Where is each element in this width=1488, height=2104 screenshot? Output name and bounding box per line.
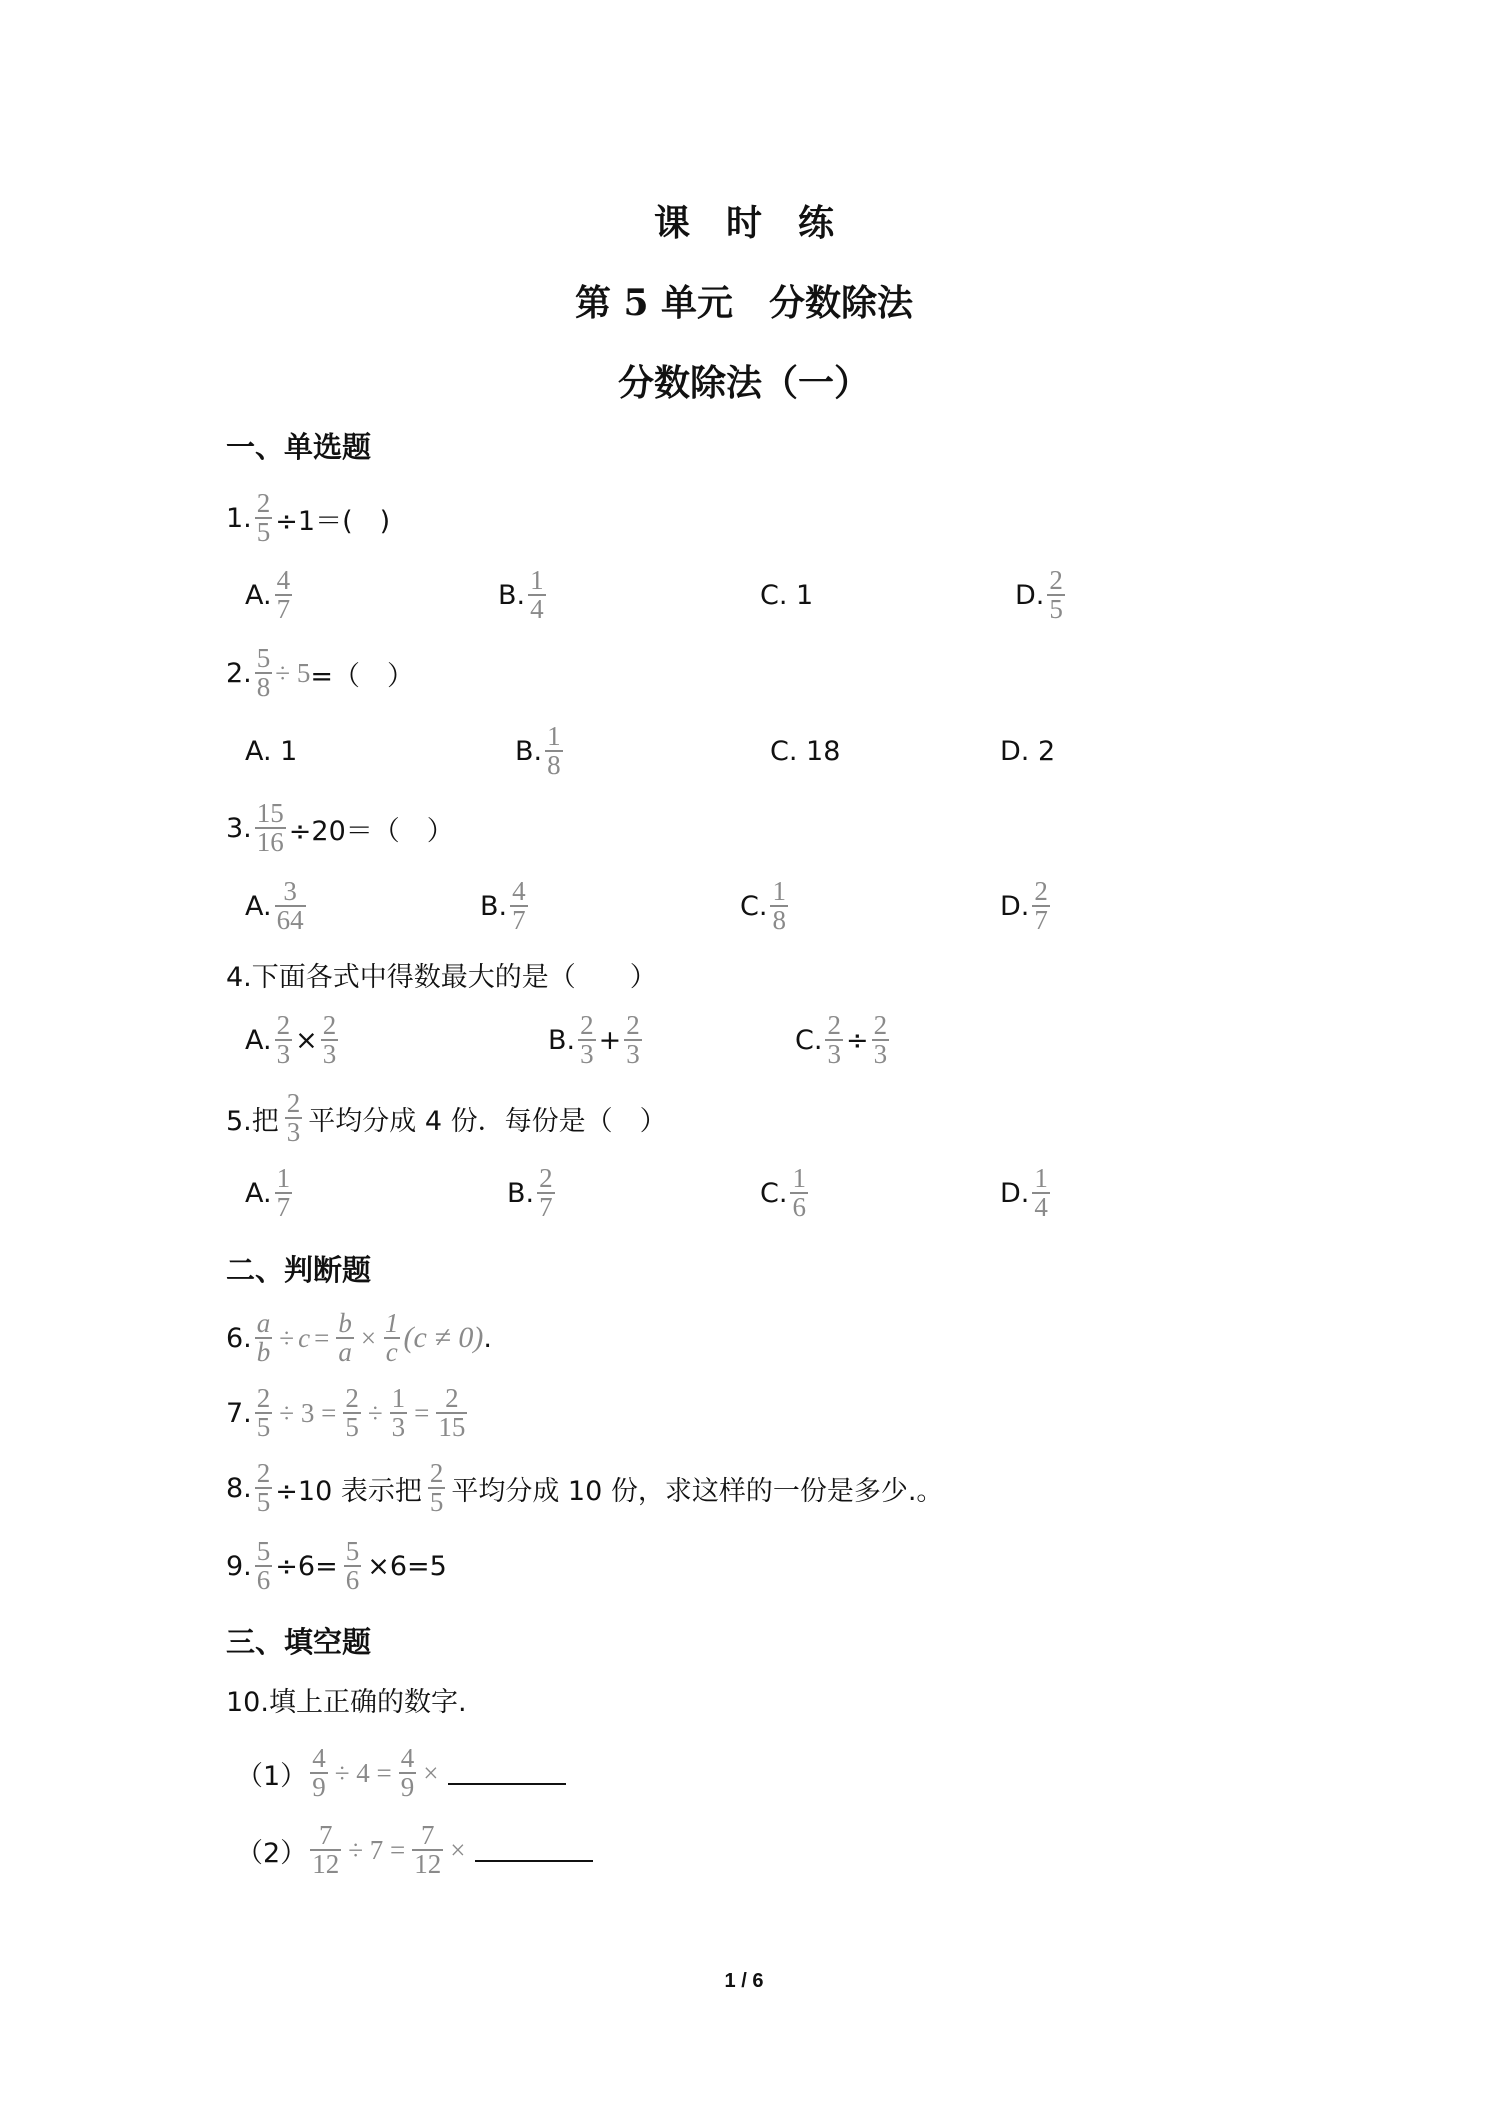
section-true-false: 二、判断题 — [226, 1253, 372, 1287]
unit-title: 第 5 单元 分数除法 — [574, 282, 914, 324]
q5-option-d[interactable]: D. $\frac{1}{4}$ — [1000, 1163, 1048, 1222]
q3-option-d[interactable]: D. $\frac{2}{7}$ — [1000, 876, 1048, 935]
q5-option-c[interactable]: C. $\frac{1}{6}$ — [760, 1163, 806, 1222]
q10-part-2: （2） $\frac{7}{12}$ ÷ 7 = $\frac{7}{12}$ × — [236, 1822, 593, 1878]
question-3: 3. $\frac{15}{16}$ ÷20＝（ ） — [226, 798, 454, 857]
question-text: ÷1＝( ) — [275, 505, 391, 537]
q10-part-1: （1） $\frac{4}{9}$ ÷ 4 = $\frac{4}{9}$ × — [236, 1745, 566, 1801]
q1-option-b[interactable]: B. $\frac{1}{4}$ — [498, 565, 544, 624]
q3-option-c[interactable]: C. $\frac{1}{8}$ — [740, 876, 786, 935]
q2-option-c[interactable]: C. 18 — [770, 736, 841, 767]
question-6: 6. $\frac{a}{b}$ ÷ c = $\frac{b}{a}$ × $\frac{1}{c}$ (c ≠ 0) . — [226, 1308, 492, 1367]
q1-option-c[interactable]: C. 1 — [760, 580, 814, 611]
worksheet-title: 课 时 练 — [653, 202, 834, 244]
answer-blank[interactable] — [448, 1761, 566, 1785]
question-9: 9. $\frac{5}{6}$ ÷6= $\frac{5}{6}$ ×6=5 — [226, 1536, 447, 1595]
q4-option-a[interactable]: A. $\frac{2}{3}$ × $\frac{2}{3}$ — [245, 1010, 337, 1069]
q3-option-a[interactable]: A. $\frac{3}{64}$ — [245, 876, 304, 935]
question-10: 10.填上正确的数字. — [226, 1687, 467, 1718]
q4-option-c[interactable]: C. $\frac{2}{3}$ ÷ $\frac{2}{3}$ — [795, 1010, 888, 1069]
lesson-title: 分数除法（一） — [617, 362, 870, 404]
q2-option-b[interactable]: B. $\frac{1}{8}$ — [515, 721, 561, 780]
q3-option-b[interactable]: B. $\frac{4}{7}$ — [480, 876, 526, 935]
q5-option-a[interactable]: A. $\frac{1}{7}$ — [245, 1163, 291, 1222]
question-2: 2. $\frac{5}{8}$ ÷ 5 =（ ） — [226, 643, 414, 702]
question-1 — [226, 490, 390, 546]
q2-option-a[interactable]: A. 1 — [245, 736, 298, 767]
q1-option-a[interactable]: A. $\frac{4}{7}$ — [245, 565, 291, 624]
section-fill-blank: 三、填空题 — [226, 1625, 372, 1659]
answer-blank[interactable] — [475, 1838, 593, 1862]
q4-option-b[interactable]: B. $\frac{2}{3}$ + $\frac{2}{3}$ — [548, 1010, 640, 1069]
question-5: 5.把 $\frac{2}{3}$ 平均分成 4 份．每份是（ ） — [226, 1088, 667, 1147]
fraction: $\frac{2}{5}$ — [256, 488, 271, 547]
q5-option-b[interactable]: B. $\frac{2}{7}$ — [507, 1163, 553, 1222]
question-8: 8. $\frac{2}{5}$ ÷10 表示把 $\frac{2}{5}$ 平均分成 10 份，求这样的一份是多少.。 — [226, 1458, 944, 1517]
question-number: 1. — [226, 502, 252, 534]
page-number: 1 / 6 — [724, 1970, 764, 1992]
q1-option-d[interactable]: D. $\frac{2}{5}$ — [1015, 565, 1063, 624]
question-4: 4.下面各式中得数最大的是（ ） — [226, 962, 657, 993]
q2-option-d[interactable]: D. 2 — [1000, 736, 1056, 767]
question-7: 7. $\frac{2}{5}$ ÷ 3 = $\frac{2}{5}$ ÷ $\frac{1}{3}$ = $\frac{2}{15}$ — [226, 1383, 466, 1442]
section-single-choice: 一、单选题 — [226, 430, 372, 464]
